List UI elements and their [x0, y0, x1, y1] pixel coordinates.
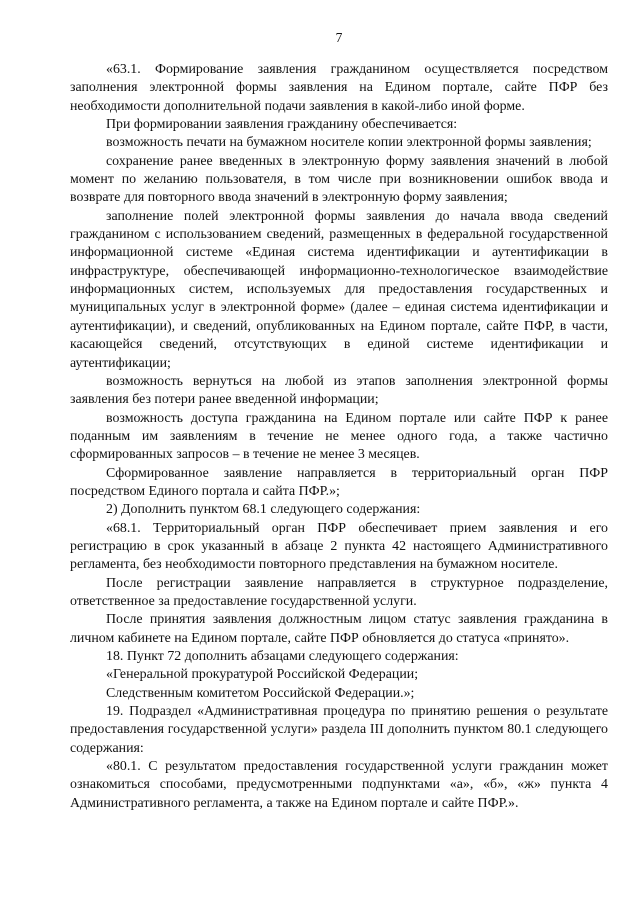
paragraph-68-1-text: «68.1. Территориальный орган ПФР обеспечивает прием заявления и его регистрацию в срок указанный в абзаце 2 пункта 42 настоящего Административного регламента, без необходимости повторного представления на бумажном носителе.: [70, 520, 608, 573]
paragraph-application-sent: Сформированное заявление направляется в территориальный орган ПФР посредством Единого портала и сайта ПФР.»;: [70, 465, 608, 499]
paragraph-after-registration: После регистрации заявление направляется в структурное подразделение, ответственное за предоставление государственной услуги.: [70, 575, 608, 609]
paragraph-save-values: сохранение ранее введенных в электронную форму заявления значений в любой момент по желанию пользователя, в том числе при возникновении ошибок ввода и возврате для повторного ввода значений в электронную форму заявления;: [70, 153, 608, 206]
paragraph-prefill-fields: заполнение полей электронной формы заявления до начала ввода сведений гражданином с использованием сведений, размещенных в федеральной государственной информационной системе «Единая система идентификации и аутентификации в инфраструктуре, обеспечивающей информационно-технологическое взаимодействие информационных систем, используемых для предоставления государственных и муниципальных услуг в электронной форме» (далее – единая система идентификации и аутентификации), и сведений, опубликованных на Едином портале, сайте ПФР, в части, касающейся сведений, отсутствующих в единой системе идентификации и аутентификации;: [70, 208, 608, 371]
paragraph-item-18: 18. Пункт 72 дополнить абзацами следующего содержания:: [106, 649, 459, 664]
document-body: [70, 61, 608, 813]
paragraph-prosecutor-office: «Генеральной прокуратурой Российской Федерации;: [106, 667, 419, 683]
paragraph-return-to-step: возможность вернуться на любой из этапов заполнения электронной формы заявления без потери ранее введенной информации;: [70, 373, 608, 408]
page-number: 7: [335, 30, 343, 45]
paragraph-provides-heading: При формировании заявления гражданину обеспечивается:: [106, 117, 458, 133]
paragraph-access-applications: возможность доступа гражданина на Едином портале или сайте ПФР к ранее поданным им заявлениям в течение не менее одного года, а также частично сформированных запросов – в течение не менее 3 месяцев.: [70, 410, 608, 463]
paragraph-investigative-committee: Следственным комитетом Российской Федерации.»;: [106, 685, 415, 701]
paragraph-amend-68-1: 2) Дополнить пунктом 68.1 следующего содержания:: [106, 502, 421, 518]
paragraph-80-1-text: «80.1. С результатом предоставления государственной услуги гражданин может ознакомиться способами, предусмотренными подпунктами «а», «б», «ж» пункта 4 Административного регламента, а также на Едином портале и сайте ПФР.».: [70, 759, 608, 811]
paragraph-63-1-intro: «63.1. Формирование заявления гражданином осуществляется посредством заполнения электронной формы заявления на Едином портале, сайте ПФР без необходимости дополнительной подачи заявления в какой-либо иной форме.: [70, 62, 608, 114]
paragraph-print-copy: возможность печати на бумажном носителе копии электронной формы заявления;: [106, 135, 592, 151]
paragraph-status-accepted: После принятия заявления должностным лицом статус заявления гражданина в личном кабинете на Едином портале, сайте ПФР обновляется до статуса «принято».: [70, 612, 608, 646]
paragraph-item-19: 19. Подраздел «Административная процедура по принятию решения о результате предоставления государственной услуги» раздела III дополнить пунктом 80.1 следующего содержания:: [70, 704, 608, 756]
